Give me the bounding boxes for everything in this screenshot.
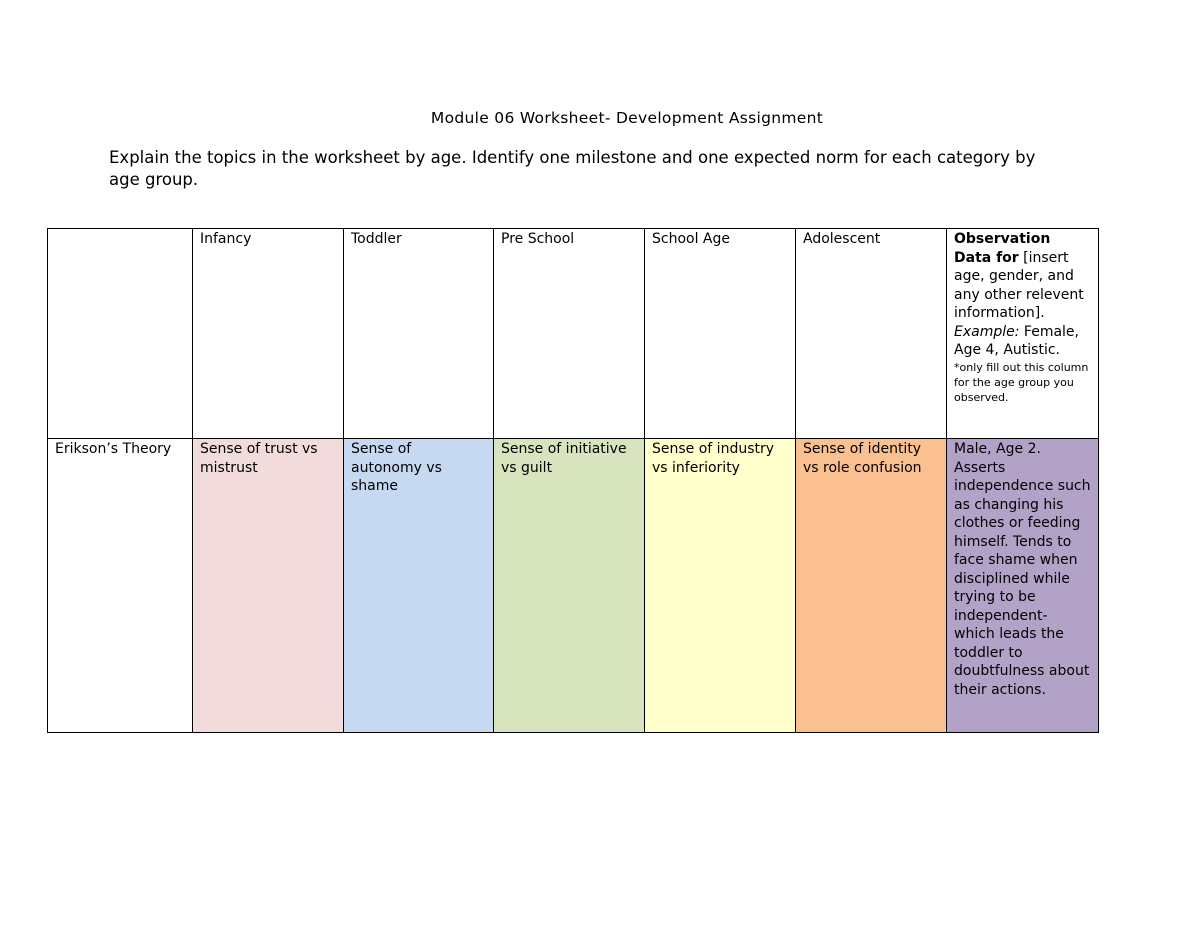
- header-toddler[interactable]: Toddler: [344, 229, 494, 439]
- observation-note: *only fill out this column for the age group you observed.: [954, 360, 1089, 404]
- header-adolescent[interactable]: Adolescent: [796, 229, 947, 439]
- header-corner-cell[interactable]: [48, 229, 193, 439]
- observation-example-label: Example:: [954, 323, 1020, 340]
- table-row: [48, 439, 1099, 733]
- development-table: [47, 228, 1099, 733]
- table-header-row: [48, 229, 1099, 439]
- cell-toddler[interactable]: Sense of autonomy vs shame: [344, 439, 494, 733]
- header-infancy[interactable]: Infancy: [193, 229, 344, 439]
- cell-adolescent[interactable]: Sense of identity vs role confusion: [796, 439, 947, 733]
- header-preschool[interactable]: Pre School: [494, 229, 645, 439]
- header-observation[interactable]: [947, 229, 1099, 439]
- header-school-age[interactable]: School Age: [645, 229, 796, 439]
- worksheet-title: Module 06 Worksheet- Development Assignment: [430, 109, 824, 127]
- cell-infancy[interactable]: Sense of trust vs mistrust: [193, 439, 344, 733]
- cell-preschool[interactable]: Sense of initiative vs guilt: [494, 439, 645, 733]
- observation-heading: Observation Data for: [954, 231, 1051, 266]
- cell-observation[interactable]: Male, Age 2. Asserts independence such as changing his clothes or feeding himself. Tends to face shame when disciplined while trying to be independent- which leads the toddler to doubtfulness about their actions.: [947, 439, 1099, 733]
- worksheet-instructions: Explain the topics in the worksheet by age. Identify one milestone and one expected norm for each category by age group.: [109, 148, 1036, 189]
- observation-instructions: [insert age, gender, and any other relevent information].: [954, 249, 1084, 321]
- cell-school-age[interactable]: Sense of industry vs inferiority: [645, 439, 796, 733]
- observation-example-text: Female, Age 4, Autistic.: [954, 323, 1079, 358]
- row-label-eriksons-theory[interactable]: Erikson’s Theory: [48, 439, 193, 733]
